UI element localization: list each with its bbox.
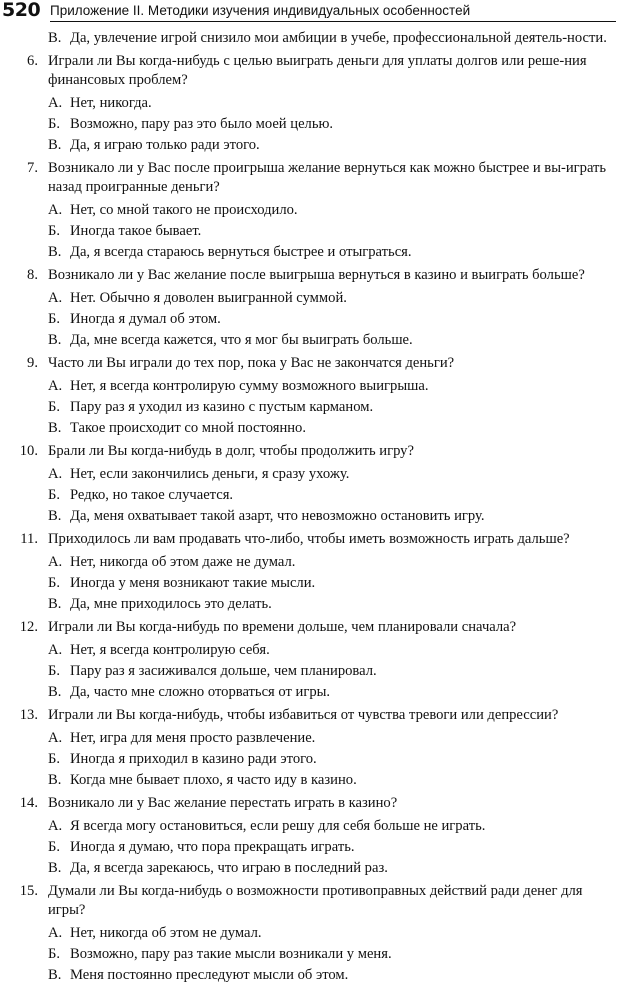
question-item bbox=[0, 159, 620, 197]
option-letter: Б. bbox=[48, 399, 61, 415]
answer-option bbox=[48, 945, 618, 964]
answer-option bbox=[48, 838, 618, 857]
question-number: 11. bbox=[20, 531, 38, 547]
question-number: 8. bbox=[27, 267, 38, 283]
option-letter: В. bbox=[48, 967, 62, 983]
question-item bbox=[0, 794, 620, 813]
question-text: Играли ли Вы когда-нибудь по времени дольше, чем планировали сначала? bbox=[48, 619, 517, 635]
question-list bbox=[0, 52, 620, 985]
question-number: 6. bbox=[27, 53, 38, 69]
option-letter: А. bbox=[48, 642, 63, 658]
option-text: Иногда я думаю, что пора прекращать играть. bbox=[70, 839, 355, 855]
page-header bbox=[0, 0, 620, 28]
option-letter: В. bbox=[48, 420, 62, 436]
option-letter: Б. bbox=[48, 311, 61, 327]
option-text: Нет, никогда об этом даже не думал. bbox=[70, 554, 296, 570]
option-text: Пару раз я засиживался дольше, чем планировал. bbox=[70, 663, 377, 679]
option-letter: Б. bbox=[48, 663, 61, 679]
answer-option bbox=[48, 641, 618, 660]
answer-option bbox=[48, 771, 618, 790]
carryover-option bbox=[48, 29, 618, 48]
option-letter: А. bbox=[48, 290, 63, 306]
question-item bbox=[0, 530, 620, 549]
question-number: 10. bbox=[19, 443, 38, 459]
answer-option bbox=[48, 419, 618, 438]
page-number: 520 bbox=[2, 0, 41, 21]
option-letter: Б. bbox=[48, 575, 61, 591]
question-text: Брали ли Вы когда-нибудь в долг, чтобы продолжить игру? bbox=[48, 443, 414, 459]
answer-option bbox=[48, 729, 618, 748]
answer-option bbox=[48, 310, 618, 329]
question-item bbox=[0, 618, 620, 637]
option-letter: Б. bbox=[48, 223, 61, 239]
answer-option bbox=[48, 574, 618, 593]
question-text: Возникало ли у Вас после проигрыша желание вернуться как можно быстрее и вы-играть назад проигранные деньги? bbox=[48, 160, 607, 195]
questionnaire-content bbox=[0, 29, 620, 987]
question-text: Часто ли Вы играли до тех пор, пока у Вас не закончатся деньги? bbox=[48, 355, 455, 371]
option-text: Возможно, пару раз это было моей целью. bbox=[70, 116, 334, 132]
option-letter: А. bbox=[48, 202, 63, 218]
option-letter: В. bbox=[48, 596, 62, 612]
option-letter: А. bbox=[48, 818, 63, 834]
answer-option bbox=[48, 683, 618, 702]
option-text: Да, я всегда зарекаюсь, что играю в последний раз. bbox=[70, 860, 388, 876]
option-letter: А. bbox=[48, 378, 63, 394]
answer-option bbox=[48, 465, 618, 484]
answer-option bbox=[48, 924, 618, 943]
option-letter: В. bbox=[48, 332, 62, 348]
option-text: Нет, если закончились деньги, я сразу ухожу. bbox=[70, 466, 350, 482]
answer-option bbox=[48, 966, 618, 985]
option-text: Нет, никогда. bbox=[70, 95, 152, 111]
option-letter: А. bbox=[48, 730, 63, 746]
option-letter: Б. bbox=[48, 946, 61, 962]
option-letter: В. bbox=[48, 137, 62, 153]
option-text: Пару раз я уходил из казино с пустым карманом. bbox=[70, 399, 374, 415]
question-item bbox=[0, 442, 620, 461]
option-text: Меня постоянно преследуют мысли об этом. bbox=[70, 967, 349, 983]
question-number: 15. bbox=[19, 883, 38, 899]
option-letter: Б. bbox=[48, 116, 61, 132]
answer-option bbox=[48, 136, 618, 155]
question-number: 14. bbox=[19, 795, 38, 811]
question-text: Возникало ли у Вас желание перестать играть в казино? bbox=[48, 795, 398, 811]
option-text: Нет, я всегда контролирую сумму возможного выигрыша. bbox=[70, 378, 429, 394]
option-text: Такое происходит со мной постоянно. bbox=[70, 420, 307, 436]
question-number: 9. bbox=[27, 355, 38, 371]
question-item bbox=[0, 52, 620, 90]
option-text: Да, мне всегда кажется, что я мог бы выиграть больше. bbox=[70, 332, 413, 348]
option-text: Возможно, пару раз такие мысли возникали у меня. bbox=[70, 946, 392, 962]
running-title: Приложение II. Методики изучения индивидуальных особенностей bbox=[50, 3, 471, 18]
option-text: Нет, со мной такого не происходило. bbox=[70, 202, 298, 218]
question-number: 13. bbox=[19, 707, 38, 723]
option-letter: А. bbox=[48, 554, 63, 570]
option-text: Да, меня охватывает такой азарт, что невозможно остановить игру. bbox=[70, 508, 485, 524]
question-number: 7. bbox=[27, 160, 38, 176]
option-text: Нет. Обычно я доволен выигранной суммой. bbox=[70, 290, 347, 306]
option-text: Иногда я приходил в казино ради этого. bbox=[70, 751, 317, 767]
answer-option bbox=[48, 201, 618, 220]
option-text: Да, увлечение игрой снизило мои амбиции в учебе, профессиональной деятель-ности. bbox=[70, 30, 607, 46]
answer-option bbox=[48, 115, 618, 134]
option-text: Да, мне приходилось это делать. bbox=[70, 596, 272, 612]
answer-option bbox=[48, 859, 618, 878]
answer-option bbox=[48, 486, 618, 505]
option-letter: А. bbox=[48, 925, 63, 941]
option-text: Да, я всегда стараюсь вернуться быстрее и отыграться. bbox=[70, 244, 412, 260]
question-item bbox=[0, 882, 620, 920]
answer-option bbox=[48, 750, 618, 769]
answer-option bbox=[48, 553, 618, 572]
option-letter: В. bbox=[48, 772, 62, 788]
answer-option bbox=[48, 331, 618, 350]
option-letter: Б. bbox=[48, 487, 61, 503]
question-item bbox=[0, 266, 620, 285]
option-text: Нет, никогда об этом не думал. bbox=[70, 925, 262, 941]
option-text: Да, я играю только ради этого. bbox=[70, 137, 260, 153]
answer-option bbox=[48, 662, 618, 681]
question-text: Приходилось ли вам продавать что-либо, чтобы иметь возможность играть дальше? bbox=[48, 531, 570, 547]
option-letter: Б. bbox=[48, 751, 61, 767]
answer-option bbox=[48, 507, 618, 526]
question-number: 12. bbox=[19, 619, 38, 635]
question-text: Думали ли Вы когда-нибудь о возможности противоправных действий ради денег для игры? bbox=[48, 883, 583, 918]
question-item bbox=[0, 354, 620, 373]
option-text: Нет, я всегда контролирую себя. bbox=[70, 642, 270, 658]
option-letter: В. bbox=[48, 508, 62, 524]
option-letter: А. bbox=[48, 466, 63, 482]
option-letter: В. bbox=[48, 244, 62, 260]
answer-option bbox=[48, 94, 618, 113]
answer-option bbox=[48, 289, 618, 308]
question-text: Играли ли Вы когда-нибудь, чтобы избавиться от чувства тревоги или депрессии? bbox=[48, 707, 559, 723]
answer-option bbox=[48, 595, 618, 614]
option-letter: В. bbox=[48, 860, 62, 876]
question-item bbox=[0, 706, 620, 725]
question-text: Играли ли Вы когда-нибудь с целью выиграть деньги для уплаты долгов или реше-ния финансовых проблем? bbox=[48, 53, 587, 88]
option-letter: В. bbox=[48, 684, 62, 700]
option-text: Да, часто мне сложно оторваться от игры. bbox=[70, 684, 331, 700]
option-letter: Б. bbox=[48, 839, 61, 855]
header-rule bbox=[50, 21, 616, 22]
answer-option bbox=[48, 243, 618, 262]
option-text: Я всегда могу остановиться, если решу для себя больше не играть. bbox=[70, 818, 486, 834]
option-text: Иногда я думал об этом. bbox=[70, 311, 221, 327]
answer-option bbox=[48, 377, 618, 396]
option-text: Иногда у меня возникают такие мысли. bbox=[70, 575, 316, 591]
question-text: Возникало ли у Вас желание после выигрыша вернуться в казино и выиграть больше? bbox=[48, 267, 585, 283]
answer-option bbox=[48, 398, 618, 417]
option-text: Редко, но такое случается. bbox=[70, 487, 234, 503]
option-letter: В. bbox=[48, 30, 62, 46]
option-text: Иногда такое бывает. bbox=[70, 223, 202, 239]
option-text: Когда мне бывает плохо, я часто иду в казино. bbox=[70, 772, 357, 788]
option-text: Нет, игра для меня просто развлечение. bbox=[70, 730, 316, 746]
answer-option bbox=[48, 222, 618, 241]
answer-option bbox=[48, 817, 618, 836]
option-letter: А. bbox=[48, 95, 63, 111]
